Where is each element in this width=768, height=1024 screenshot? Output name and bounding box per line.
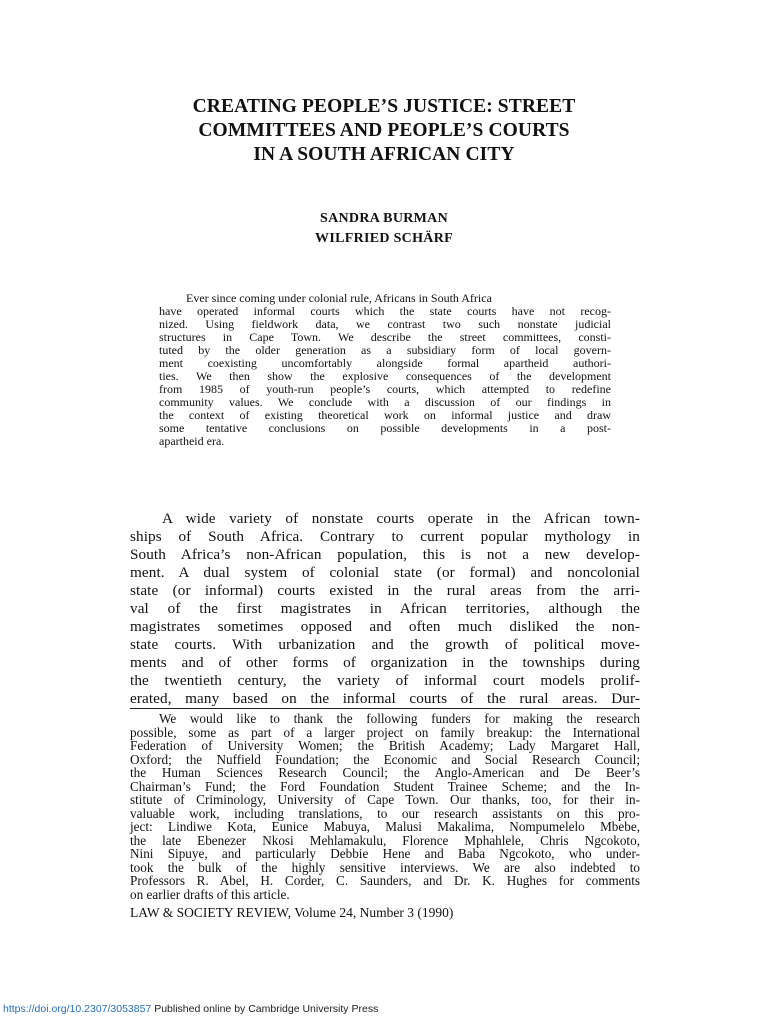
body-line: magistrates sometimes opposed and often much disliked the non- [130,618,640,635]
title-line-3: IN A SOUTH AFRICAN CITY [253,144,515,165]
abstract-line: have operated informal courts which the state courts have not recog- [159,304,611,318]
abstract-line: ties. We then show the explosive consequences of the development [159,369,611,383]
title-line-2: COMMITTEES AND PEOPLE’S COURTS [198,120,570,141]
body-line: erated, many based on the informal courts of the rural areas. Dur- [130,690,640,707]
body-line: ships of South Africa. Contrary to current popular mythology in [130,528,640,545]
footnote-line: stitute of Criminology, University of Cape Town. Our thanks, too, for their in- [130,792,640,807]
body-line: A wide variety of nonstate courts operate in the African town- [162,510,640,527]
footnote-line: Chairman’s Fund; the Ford Foundation Student Trainee Scheme; and the In- [130,778,640,794]
author-name-2: WILFRIED SCHÄRF [315,231,453,246]
doi-bar [3,1003,378,1016]
abstract-line: some tentative conclusions on possible developments in a post- [159,421,611,435]
footnote-line: valuable work, including translations, to our research assistants on this pro- [130,805,640,821]
footnote-line: the Human Sciences Research Council; the Anglo-American and De Beer’s [130,765,640,780]
footnote-line: Nini Sipuye, and particularly Debbie Hene and Baba Ngcokoto, who under- [130,846,640,861]
footnote-line: We would like to thank the following funders for making the research [159,711,640,726]
abstract-line: community values. We conclude with a discussion of our findings in [159,395,611,409]
body-line: state courts. With urbanization and the growth of political move- [130,636,640,653]
abstract-line: the context of existing theoretical work on informal justice and draw [159,408,611,422]
abstract-line: apartheid era. [159,434,225,448]
abstract-line: ment coexisting uncomfortably alongside formal apartheid authori- [159,356,611,370]
footnote-rule [130,708,640,709]
abstract-line: from 1985 of youth-run people’s courts, which attempted to redefine [159,382,611,396]
author-name-1: SANDRA BURMAN [320,211,448,226]
footnote-line: possible, some as part of a larger project on family breakup: the International [130,724,640,740]
footnote-line: on earlier drafts of this article. [130,886,290,902]
abstract-line: nized. Using fieldwork data, we contrast two such nonstate judicial [159,317,611,331]
abstract-line: Ever since coming under colonial rule, Africans in South Africa [186,291,492,305]
footnote-line: Oxford; the Nuffield Foundation; the Economic and Social Research Council; [130,751,640,767]
footnote-line: Federation of University Women; the British Academy; Lady Margaret Hall, [130,738,640,753]
abstract-line: structures in Cape Town. We describe the street committees, consti- [159,330,611,344]
footnote-line: Professors R. Abel, H. Corder, C. Saunders, and Dr. K. Hughes for comments [130,873,640,888]
body-line: the twentieth century, the variety of informal court models prolif- [130,672,640,689]
doi-link[interactable]: https://doi.org/10.2307/3053857 [3,1003,152,1015]
footnote-line: took the bulk of the highly sensitive interviews. We are also indebted to [130,859,640,875]
publisher-note: Published online by Cambridge University Press [151,1003,379,1015]
footnote-line: ject: Lindiwe Kota, Eunice Mabuya, Malusi Makalima, Nompumelelo Mbebe, [130,819,640,834]
footnote-line: the late Ebenezer Nkosi Mehlamakulu, Florence Mphahlele, Chris Ngcokoto, [130,832,640,848]
body-line: ment. A dual system of colonial state (or formal) and noncolonial [130,564,640,581]
body-line: ments and of other forms of organization in the townships during [130,654,640,671]
title-line-1: CREATING PEOPLE’S JUSTICE: STREET [192,96,576,117]
body-line: state (or informal) courts existed in the rural areas from the arri- [130,582,640,599]
journal-citation: LAW & SOCIETY REVIEW, Volume 24, Number 3 (1990) [130,905,454,920]
abstract-line: tuted by the older generation as a subsidiary form of local govern- [159,343,611,357]
body-line: South Africa’s non-African population, this is not a new develop- [130,546,640,563]
body-line: val of the first magistrates in African territories, although the [130,600,640,617]
